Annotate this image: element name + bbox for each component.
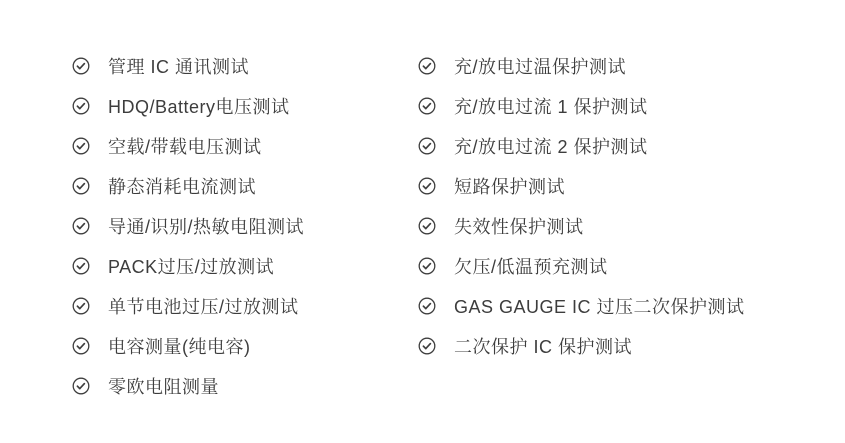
checklist-item-label: 静态消耗电流测试 bbox=[108, 177, 256, 197]
checklist-item bbox=[418, 326, 845, 366]
circle-check-icon bbox=[418, 297, 436, 315]
checklist-item-label: HDQ/Battery电压测试 bbox=[108, 97, 290, 117]
checklist-item-label: 失效性保护测试 bbox=[454, 217, 584, 237]
checklist-item-label: 欠压/低温预充测试 bbox=[454, 257, 608, 277]
circle-check-icon bbox=[418, 217, 436, 235]
checklist-item-label: PACK过压/过放测试 bbox=[108, 257, 275, 277]
checklist-item bbox=[418, 246, 845, 286]
checklist-item bbox=[72, 286, 418, 326]
checklist-item-label: 充/放电过流 2 保护测试 bbox=[454, 137, 648, 157]
checklist-item bbox=[418, 206, 845, 246]
circle-check-icon bbox=[72, 337, 90, 355]
checklist-item bbox=[72, 86, 418, 126]
checklist-item bbox=[418, 46, 845, 86]
checklist-item bbox=[418, 86, 845, 126]
checklist-item-label: 二次保护 IC 保护测试 bbox=[454, 337, 633, 357]
checklist-item bbox=[72, 366, 418, 406]
checklist-item-label: 导通/识别/热敏电阻测试 bbox=[108, 217, 305, 237]
checklist-item-label: 充/放电过温保护测试 bbox=[454, 57, 627, 77]
checklist-item-label: 短路保护测试 bbox=[454, 177, 565, 197]
checklist-item bbox=[72, 126, 418, 166]
checklist-item bbox=[72, 326, 418, 366]
checklist-item-label: 空载/带载电压测试 bbox=[108, 137, 262, 157]
checklist-column-left bbox=[72, 46, 418, 406]
circle-check-icon bbox=[418, 257, 436, 275]
checklist-item-label: GAS GAUGE IC 过压二次保护测试 bbox=[454, 297, 745, 317]
checklist-item bbox=[418, 126, 845, 166]
checklist-item-label: 单节电池过压/过放测试 bbox=[108, 297, 299, 317]
checklist-item-label: 电容测量(纯电容) bbox=[108, 337, 251, 357]
checklist-item bbox=[72, 246, 418, 286]
circle-check-icon bbox=[72, 217, 90, 235]
checklist-item bbox=[418, 166, 845, 206]
circle-check-icon bbox=[72, 57, 90, 75]
circle-check-icon bbox=[72, 297, 90, 315]
circle-check-icon bbox=[72, 97, 90, 115]
checklist-item bbox=[72, 166, 418, 206]
circle-check-icon bbox=[72, 177, 90, 195]
circle-check-icon bbox=[72, 137, 90, 155]
circle-check-icon bbox=[72, 257, 90, 275]
checklist-column-right bbox=[418, 46, 845, 406]
circle-check-icon bbox=[72, 377, 90, 395]
circle-check-icon bbox=[418, 57, 436, 75]
checklist-item bbox=[72, 206, 418, 246]
circle-check-icon bbox=[418, 97, 436, 115]
circle-check-icon bbox=[418, 177, 436, 195]
circle-check-icon bbox=[418, 137, 436, 155]
checklist-item bbox=[418, 286, 845, 326]
checklist-item-label: 充/放电过流 1 保护测试 bbox=[454, 97, 648, 117]
circle-check-icon bbox=[418, 337, 436, 355]
checklist-item-label: 管理 IC 通讯测试 bbox=[108, 57, 250, 77]
checklist-item-label: 零欧电阻测量 bbox=[108, 377, 219, 397]
checklist-item bbox=[72, 46, 418, 86]
